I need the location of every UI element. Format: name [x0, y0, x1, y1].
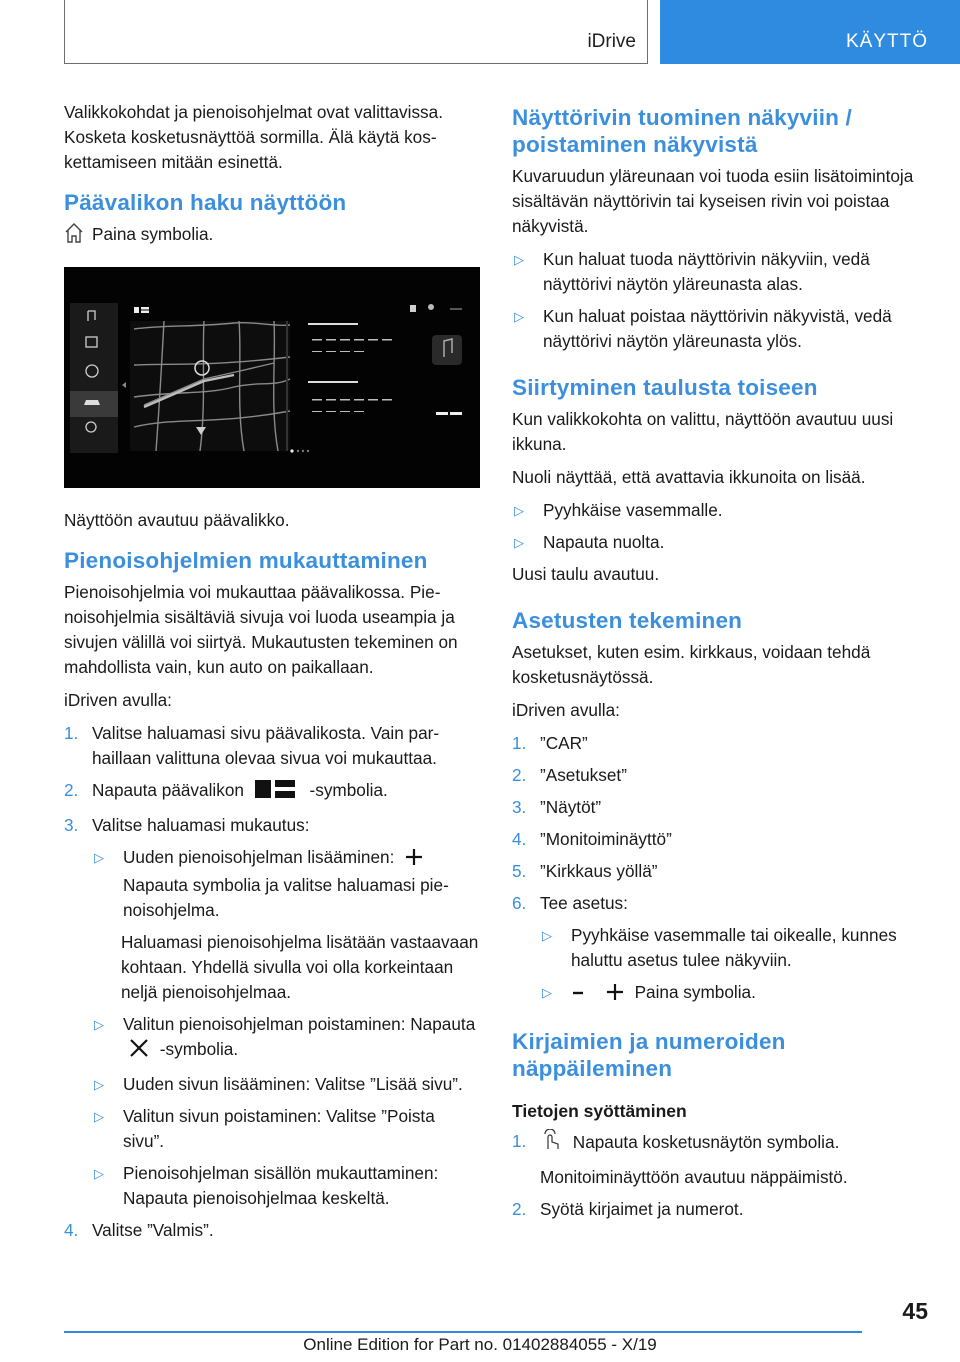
step-text: ”Näytöt”	[540, 797, 602, 817]
triangle-bullet-icon: ▷	[514, 503, 524, 518]
bullet-tap-arrow	[512, 530, 928, 555]
status-bar-paragraph: Kuvaruudun yläreunaan voi tuoda esiin lisätoimintoja sisältävän näyttörivin tai kyseisen rivin voi poistaa näkyvistä.	[512, 166, 914, 236]
bullet-widget-content	[92, 1161, 480, 1211]
add-widget-note: Haluamasi pienoisohjelma lisätään vastaavaan kohtaan. Yhdellä sivulla voi olla korkeintaan neljä pienoisohjelmaa.	[121, 932, 479, 1002]
settings-step-5	[512, 859, 928, 884]
triangle-bullet-icon: ▷	[94, 1109, 104, 1124]
minus-icon	[571, 983, 585, 1008]
step-number: 2.	[512, 765, 527, 785]
step-1	[64, 721, 480, 771]
step-text: ”Asetukset”	[540, 765, 627, 785]
heading-widgets: Pienoisohjelmien mukauttaminen	[64, 548, 428, 573]
panel-paragraph-1: Kun valikkokohta on valittu, näyttöön avautuu uusi ikkuna.	[512, 409, 894, 454]
triangle-bullet-icon: ▷	[94, 1077, 104, 1092]
bullet-text: Napauta nuolta.	[543, 532, 665, 552]
heading-panels: Siirtyminen taulusta toiseen	[512, 375, 818, 400]
home-icon	[64, 222, 92, 251]
home-instruction	[64, 222, 480, 251]
input-step-1	[512, 1129, 928, 1158]
triangle-bullet-icon: ▷	[514, 252, 524, 267]
plus-icon	[405, 848, 423, 873]
idrive-label: iDriven avulla:	[64, 690, 172, 710]
step-text: ”Kirkkaus yöllä”	[540, 861, 658, 881]
touch-hand-icon	[540, 1129, 562, 1158]
bullet-text	[123, 1012, 480, 1065]
bullet-text: Kun haluat tuoda näyttörivin näkyviin, vedä näyttörivi näytön yläreunasta alas.	[543, 249, 870, 294]
triangle-bullet-icon: ▷	[514, 535, 524, 550]
bullet-remove-widget	[92, 1012, 480, 1065]
step-text: Tee asetus:	[540, 893, 628, 913]
triangle-bullet-icon: ▷	[94, 1017, 104, 1032]
tap-symbol-text: Napauta kosketusnäytön symbolia.	[572, 1132, 840, 1152]
step-number: 1.	[512, 733, 527, 753]
triangle-bullet-icon: ▷	[514, 309, 524, 324]
step-4	[64, 1218, 480, 1243]
step-number: 3.	[64, 815, 79, 835]
add-widget-instruction: Napauta symbolia ja valitse haluamasi pienoisohjelma.	[123, 875, 449, 920]
triangle-bullet-icon: ▷	[94, 850, 104, 865]
footer-divider	[64, 1331, 862, 1333]
step-text: Valitse ”Valmis”.	[92, 1220, 214, 1240]
screenshot-caption: Näyttöön avautuu päävalikko.	[64, 510, 290, 530]
bullet-text	[123, 845, 480, 923]
add-widget-text: Uuden pienoisohjelman lisääminen:	[123, 847, 395, 867]
step-number: 3.	[512, 797, 527, 817]
settings-step-1	[512, 731, 928, 756]
step-text: Valitse haluamasi sivu päävalikosta. Vain parhaillaan valittuna olevaa sivua voi mukauttaa.	[92, 723, 440, 768]
settings-paragraph: Asetukset, kuten esim. kirkkaus, voidaan tehdä kosketusnäytössä.	[512, 642, 871, 687]
step-number: 2.	[64, 780, 79, 800]
idrive-label: iDriven avulla:	[512, 700, 620, 720]
bullet-text: Kun haluat poistaa näyttörivin näkyvistä, vedä näyttörivi näytön yläreunasta ylös.	[543, 306, 892, 351]
bullet-text: Uuden sivun lisääminen: Valitse ”Lisää sivu”.	[123, 1074, 463, 1094]
heading-settings: Asetusten tekeminen	[512, 608, 743, 633]
settings-options	[512, 923, 928, 1008]
page-number: 45	[902, 1298, 928, 1324]
bullet-swipe-left	[512, 498, 928, 523]
widgets-paragraph: Pienoisohjelmia voi mukauttaa päävalikossa. Pienoisohjelmia sisältäviä sivuja voi luoda useampia ja sivujen välillä voi siirtyä. Mukautusten tekeminen on mahdollista vain, kun auto on paikallaan.	[64, 582, 458, 677]
header-frame	[64, 0, 648, 64]
plus-icon	[606, 983, 624, 1008]
heading-status-bar: Näyttörivin tuominen näkyviin / poistaminen näkyvistä	[512, 105, 853, 157]
bullet-add-page	[92, 1072, 480, 1097]
bullet-swipe-setting	[540, 923, 928, 973]
heading-data-input: Tietojen syöttäminen	[512, 1101, 687, 1121]
bullet-press-symbol	[540, 980, 928, 1008]
press-symbol-text: Paina symbolia.	[634, 982, 756, 1002]
menu-grid-icon	[255, 779, 299, 806]
step-text	[540, 1129, 928, 1158]
step-text: Syötä kirjaimet ja numerot.	[540, 1199, 744, 1219]
close-icon	[129, 1038, 149, 1065]
step-2-text-a: Napauta päävalikon	[92, 780, 244, 800]
section-tab	[660, 0, 960, 64]
triangle-bullet-icon: ▷	[94, 1166, 104, 1181]
bullet-show-status-bar	[512, 247, 928, 297]
bullet-text	[571, 980, 928, 1008]
step-text: ”Monitoiminäyttö”	[540, 829, 672, 849]
step-2-text-b: -symbolia.	[309, 780, 388, 800]
step-number: 2.	[512, 1199, 527, 1219]
idrive-screenshot	[64, 267, 480, 488]
panel-paragraph-3: Uusi taulu avautuu.	[512, 564, 660, 584]
chapter-title: iDrive	[587, 31, 636, 52]
settings-step-4	[512, 827, 928, 852]
section-title: KÄYTTÖ	[845, 31, 928, 52]
settings-step-2	[512, 763, 928, 788]
step-number: 5.	[512, 861, 527, 881]
bullet-add-widget	[92, 845, 480, 923]
step-number: 4.	[64, 1220, 79, 1240]
triangle-bullet-icon: ▷	[542, 985, 552, 1000]
bullet-text: Pyyhkäise vasemmalle.	[543, 500, 723, 520]
step-number: 4.	[512, 829, 527, 849]
intro-paragraph: Valikkokohdat ja pienoisohjelmat ovat valittavissa. Kosketa kosketusnäyttöä sormilla. Älä käytä koskettamiseen mitään esinettä.	[64, 102, 443, 172]
bullet-remove-page	[92, 1104, 480, 1154]
remove-widget-text-b: -symbolia.	[159, 1039, 239, 1059]
panel-paragraph-2: Nuoli näyttää, että avattavia ikkunoita on lisää.	[512, 467, 866, 487]
right-column	[512, 100, 928, 1229]
step-3	[64, 813, 480, 838]
edition-footer: Online Edition for Part no. 01402884055 - X/19	[303, 1335, 657, 1354]
settings-step-6	[512, 891, 928, 916]
bullet-hide-status-bar	[512, 304, 928, 354]
remove-widget-text: Valitun pienoisohjelman poistaminen: Napauta	[123, 1014, 476, 1034]
step-2	[64, 778, 480, 806]
heading-letters-numbers: Kirjaimien ja numeroiden näppäileminen	[512, 1029, 786, 1081]
heading-main-menu: Päävalikon haku näyttöön	[64, 190, 347, 215]
bullet-text: Pienoisohjelman sisällön mukauttaminen: Napauta pienoisohjelmaa keskeltä.	[123, 1163, 439, 1208]
triangle-bullet-icon: ▷	[542, 928, 552, 943]
step-text: ”CAR”	[540, 733, 588, 753]
keyboard-note: Monitoiminäyttöön avautuu näppäimistö.	[540, 1167, 848, 1187]
customization-options	[64, 845, 480, 1211]
bullet-text: Pyyhkäise vasemmalle tai oikealle, kunnes haluttu asetus tulee näkyviin.	[571, 925, 897, 970]
step-text	[92, 778, 480, 806]
input-step-2	[512, 1197, 928, 1222]
left-column	[64, 100, 480, 1250]
bullet-text: Valitun sivun poistaminen: Valitse ”Poista sivu”.	[123, 1106, 435, 1151]
step-number: 1.	[512, 1131, 527, 1151]
step-number: 1.	[64, 723, 79, 743]
step-number: 6.	[512, 893, 527, 913]
settings-step-3	[512, 795, 928, 820]
step-text: Valitse haluamasi mukautus:	[92, 815, 310, 835]
home-instruction-text: Paina symbolia.	[92, 224, 214, 244]
